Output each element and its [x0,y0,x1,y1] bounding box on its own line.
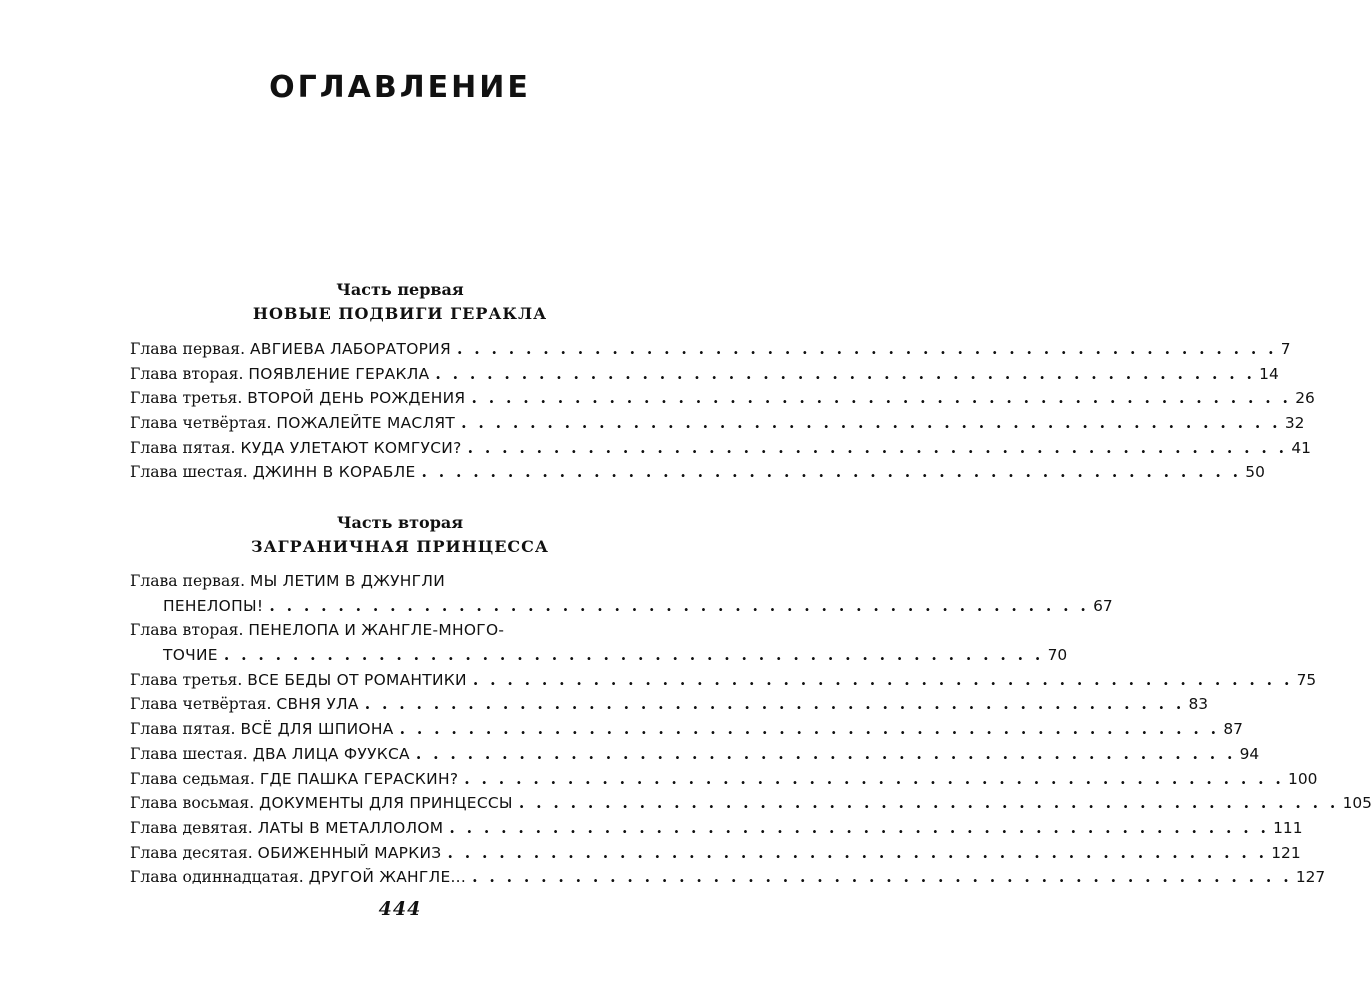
dot-leader: . . . . . . . . . . . . . . . . . . . . . . . . . . . . . . . . . . . . . . . . . . . . . . . . [399,719,1220,739]
chapter-title: ТОЧИЕ [163,646,218,665]
chapter-label: Глава девятая. [130,818,253,837]
part-2-header [0,513,800,556]
chapter-label: Глава восьмая. [130,794,255,813]
chapter-title: СВНЯ УЛА [276,695,359,714]
chapter-title: ПОЖАЛЕЙТЕ МАСЛЯТ [276,414,456,433]
dot-leader: . . . . . . . . . . . . . . . . . . . . . . . . . . . . . . . . . . . . . . . . . . . . . . . . [447,842,1268,862]
chapter-title: ПЕНЕЛОПА И ЖАНГЛЕ-МНОГО- [248,621,505,640]
chapter-label: Глава четвёртая. [130,695,272,714]
chapter-page-number: 7 [1280,340,1291,358]
toc-entry-text [130,618,510,643]
toc-line [130,362,1279,387]
toc-entry [130,594,1113,619]
part-2-chapter-list [130,569,1372,890]
toc-entry-text [130,436,468,461]
toc-line [130,569,708,594]
chapter-label: Глава четвёртая. [130,414,272,433]
dot-leader: . . . . . . . . . . . . . . . . . . . . . . . . . . . . . . . . . . . . . . . . . . . . . . . . [364,694,1185,714]
dot-leader: . . . . . . . . . . . . . . . . . . . . . . . . . . . . . . . . . . . . . . . . . . . . . . . . [467,437,1288,457]
chapter-title: ВСЕ БЕДЫ ОТ РОМАНТИКИ [247,670,467,689]
chapter-page-number: 121 [1271,843,1301,862]
dot-leader: . . . . . . . . . . . . . . . . . . . . . . . . . . . . . . . . . . . . . . . . . . . . . . . . [223,645,1044,665]
chapter-page-number: 94 [1239,744,1260,763]
part-label: Часть первая [336,280,464,299]
part-1-chapter-list [130,337,1315,485]
toc-entry [130,791,1372,816]
toc-entry-text [130,411,461,436]
dot-leader: . . . . . . . . . . . . . . . . . . . . . . . . . . . . . . . . . . . . . . . . . . . . . . . . [269,595,1090,615]
toc-entry-text [130,362,435,387]
page-title: ОГЛАВЛЕНИЕ [269,70,531,105]
chapter-title: ДЖИНН В КОРАБЛЕ [252,463,416,482]
toc-entry-text [163,594,269,619]
toc-entry-text [130,791,519,816]
chapter-page-number: 87 [1223,720,1243,739]
chapter-label: Глава первая. [130,572,246,590]
chapter-label: Глава седьмая. [130,769,255,788]
toc-entry-text [130,742,416,767]
toc-line [130,643,1068,668]
dot-leader: . . . . . . . . . . . . . . . . . . . . . . . . . . . . . . . . . . . . . . . . . . . . . . . . [421,462,1242,482]
toc-entry [130,717,1243,742]
chapter-title: КУДА УЛЕТАЮТ КОМГУСИ? [240,438,462,457]
toc-entry-text [130,386,471,411]
toc-entry [130,618,708,643]
toc-line [130,594,1113,619]
toc-entry [130,460,1265,485]
chapter-page-number: 41 [1291,438,1311,457]
toc-entry [130,362,1279,387]
chapter-label: Глава третья. [130,389,243,408]
toc-entry-text [130,865,472,890]
chapter-title: ПОЯВЛЕНИЕ ГЕРАКЛА [248,364,430,383]
chapter-page-number: 127 [1295,868,1326,887]
toc-entry-text [130,816,449,841]
toc-line [130,386,1315,411]
chapter-label: Глава шестая. [130,744,248,763]
chapter-title: МЫ ЛЕТИМ В ДЖУНГЛИ [250,572,446,590]
chapter-page-number: 26 [1295,389,1315,408]
chapter-title: ДВА ЛИЦА ФУУКСА [252,744,410,763]
part-title: НОВЫЕ ПОДВИГИ ГЕРАКЛА [252,304,548,323]
dot-leader: . . . . . . . . . . . . . . . . . . . . . . . . . . . . . . . . . . . . . . . . . . . . . . . . [472,669,1293,689]
chapter-label: Глава десятая. [130,843,253,862]
toc-line [130,618,708,643]
toc-entry [130,643,1068,668]
chapter-title: ЛАТЫ В МЕТАЛЛОЛОМ [257,818,444,837]
chapter-title: АВГИЕВА ЛАБОРАТОРИЯ [250,340,451,358]
chapter-page-number: 70 [1047,646,1068,665]
chapter-title: ДРУГОЙ ЖАНГЛЕ... [308,868,467,887]
toc-entry-text [130,460,422,485]
part-1-header [0,280,800,323]
chapter-label: Глава вторая. [130,364,244,383]
toc-line [130,337,1291,362]
chapter-label: Глава пятая. [130,720,236,739]
dot-leader: . . . . . . . . . . . . . . . . . . . . . . . . . . . . . . . . . . . . . . . . . . . . . . . . [457,339,1277,358]
chapter-page-number: 50 [1245,463,1265,482]
toc-entry-text [130,668,473,693]
toc-entry [130,841,1301,866]
dot-leader: . . . . . . . . . . . . . . . . . . . . . . . . . . . . . . . . . . . . . . . . . . . . . . . . [449,817,1270,837]
toc-entry-text [130,767,464,792]
chapter-title: ВТОРОЙ ДЕНЬ РОЖДЕНИЯ [247,389,466,408]
dot-leader: . . . . . . . . . . . . . . . . . . . . . . . . . . . . . . . . . . . . . . . . . . . . . . . . [472,867,1292,887]
chapter-title: ПЕНЕЛОПЫ! [163,596,264,615]
toc-entry [130,865,1326,890]
dot-leader: . . . . . . . . . . . . . . . . . . . . . . . . . . . . . . . . . . . . . . . . . . . . . . . . [435,363,1256,383]
chapter-label: Глава первая. [130,340,246,358]
toc-entry-text [130,692,365,717]
toc-line [130,816,1303,841]
toc-line [130,411,1305,436]
toc-entry [130,816,1303,841]
toc-entry [130,668,1317,693]
dot-leader: . . . . . . . . . . . . . . . . . . . . . . . . . . . . . . . . . . . . . . . . . . . . . . . . [518,793,1339,813]
toc-line [130,436,1311,461]
toc-entry [130,411,1305,436]
toc-entry-text [130,337,457,362]
dot-leader: . . . . . . . . . . . . . . . . . . . . . . . . . . . . . . . . . . . . . . . . . . . . . . . . [464,768,1285,788]
chapter-page-number: 83 [1188,695,1209,714]
chapter-title: ДОКУМЕНТЫ ДЛЯ ПРИНЦЕССЫ [259,794,513,813]
part-label: Часть вторая [336,513,464,532]
chapter-page-number: 67 [1093,596,1113,615]
toc-entry-text [130,841,447,866]
part-title: ЗАГРАНИЧНАЯ ПРИНЦЕССА [251,537,549,556]
dot-leader: . . . . . . . . . . . . . . . . . . . . . . . . . . . . . . . . . . . . . . . . . . . . . . . . [461,413,1281,433]
chapter-page-number: 100 [1288,769,1318,788]
chapter-label: Глава шестая. [130,463,248,482]
chapter-label: Глава вторая. [130,621,244,640]
chapter-page-number: 75 [1296,670,1317,689]
toc-entry [130,569,708,594]
toc-entry [130,436,1311,461]
toc-line [130,668,1317,693]
toc-line [130,692,1209,717]
chapter-title: ГДЕ ПАШКА ГЕРАСКИН? [259,769,459,788]
toc-line [130,717,1243,742]
chapter-page-number: 111 [1273,818,1303,837]
toc-line [130,460,1265,485]
toc-entry-text [130,717,400,742]
toc-entry [130,742,1260,767]
chapter-page-number: 14 [1259,364,1279,383]
chapter-label: Глава пятая. [130,438,236,457]
toc-entry [130,767,1318,792]
toc-entry [130,337,1291,362]
dot-leader: . . . . . . . . . . . . . . . . . . . . . . . . . . . . . . . . . . . . . . . . . . . . . . . . [471,388,1292,408]
chapter-page-number: 32 [1284,414,1305,433]
dot-leader: . . . . . . . . . . . . . . . . . . . . . . . . . . . . . . . . . . . . . . . . . . . . . . . . [415,743,1236,763]
toc-line [130,841,1301,866]
chapter-title: ВСЁ ДЛЯ ШПИОНА [240,720,394,739]
toc-line [130,767,1318,792]
toc-entry [130,386,1315,411]
chapter-page-number: 105 [1342,794,1372,813]
toc-line [130,865,1326,890]
toc-entry-text [163,643,224,668]
toc-line [130,791,1372,816]
chapter-label: Глава одиннадцатая. [130,868,304,887]
chapter-label: Глава третья. [130,670,243,689]
toc-entry [130,692,1209,717]
page-number: 444 [378,898,422,920]
toc-line [130,742,1260,767]
toc-entry-text [130,569,451,594]
chapter-title: ОБИЖЕННЫЙ МАРКИЗ [257,843,442,862]
